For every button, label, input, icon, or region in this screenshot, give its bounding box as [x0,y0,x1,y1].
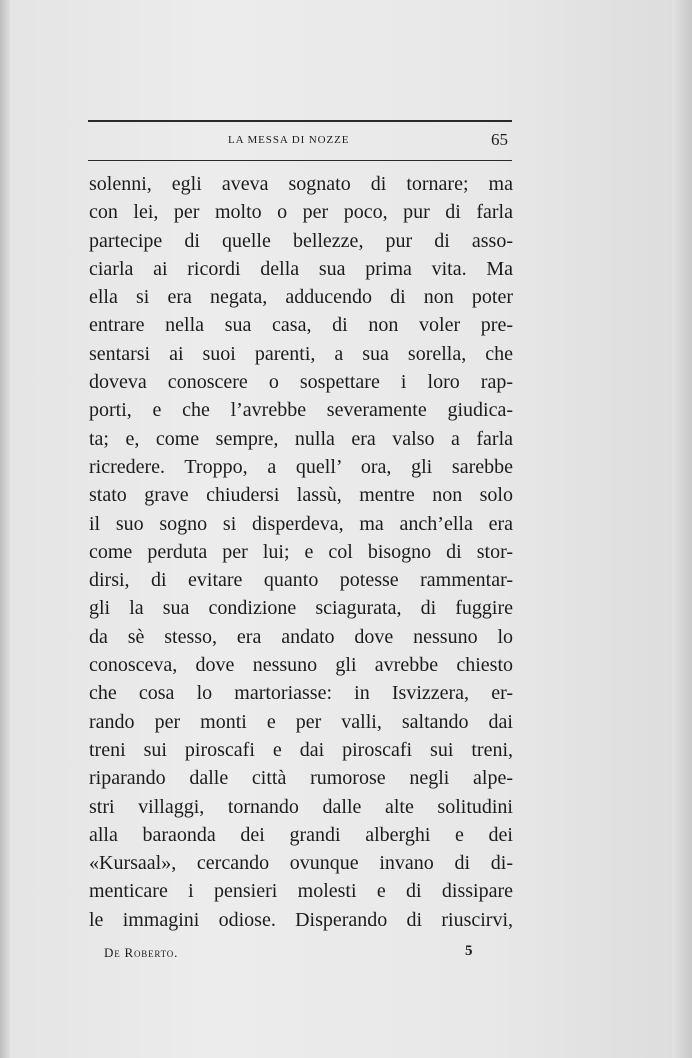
text-line: le immagini odiose. Disperando di riuscirvi, [89,908,513,931]
text-line: menticare i pensieri molesti e di dissipare [89,880,513,903]
text-line: da sè stesso, era andato dove nessuno lo [89,625,513,648]
text-line: il suo sogno si disperdeva, ma anch’ella era [89,512,513,535]
footer-author: De Roberto. [104,945,179,960]
text-line: sentarsi ai suoi parenti, a sua sorella, che [89,342,513,365]
text-line: partecipe di quelle bellezze, pur di asso- [89,229,513,252]
text-line: «Kursaal», cercando ovunque invano di di- [89,852,513,875]
text-line: stri villaggi, tornando dalle alte solitudini [89,795,513,818]
text-line: con lei, per molto o per poco, pur di farla [89,201,513,224]
signature-mark: 5 [465,943,473,959]
running-title: LA MESSA DI NOZZE [228,134,350,146]
text-line: treni sui piroscafi e dai piroscafi sui treni, [89,738,513,761]
body-text [89,170,513,934]
header-rule-top [88,120,512,122]
text-line: ciarla ai ricordi della sua prima vita. Ma [89,257,513,280]
text-line: rando per monti e per valli, saltando dai [89,710,513,733]
page-edge-shadow [672,0,692,1058]
text-line: che cosa lo martoriasse: in Isvizzera, er- [89,682,513,705]
text-line: ta; e, come sempre, nulla era valso a farla [89,427,513,450]
text-line: doveva conoscere o sospettare i loro rap- [89,371,513,394]
text-line: stato grave chiudersi lassù, mentre non solo [89,484,513,507]
text-line: conosceva, dove nessuno gli avrebbe chiesto [89,654,513,677]
text-line: dirsi, di evitare quanto potesse rammentar- [89,569,513,592]
header-rule-bottom [88,160,512,161]
text-line: riparando dalle città rumorose negli alpe- [89,767,513,790]
text-line: come perduta per lui; e col bisogno di stor- [89,540,513,563]
text-line: ricredere. Troppo, a quell’ ora, gli sarebbe [89,455,513,478]
text-line: ella si era negata, adducendo di non poter [89,286,513,309]
text-line: solenni, egli aveva sognato di tornare; ma [89,173,513,195]
page-number: 65 [491,130,508,149]
text-line: porti, e che l’avrebbe severamente giudica- [89,399,513,422]
text-line: alla baraonda dei grandi alberghi e dei [89,823,513,846]
text-line: entrare nella sua casa, di non voler pre- [89,314,513,337]
page-gutter-shadow [0,0,10,1058]
text-line: gli la sua condizione sciagurata, di fuggire [89,597,513,620]
